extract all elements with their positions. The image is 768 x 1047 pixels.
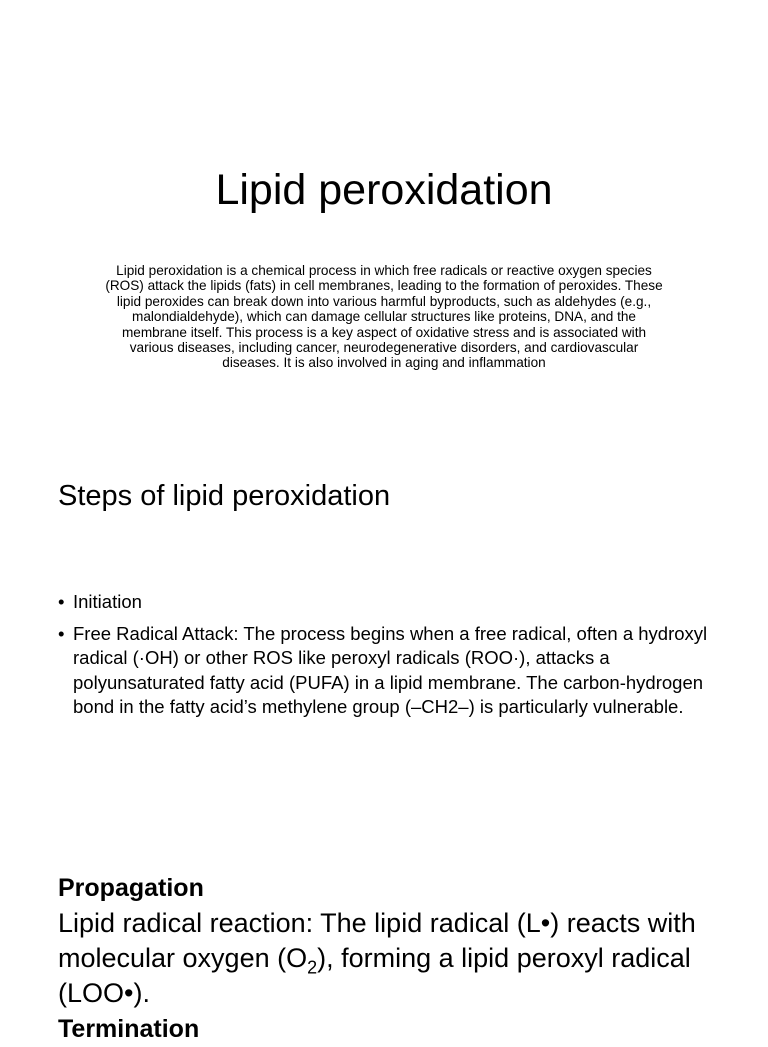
- propagation-section: [58, 870, 738, 1047]
- steps-heading: Steps of lipid peroxidation: [58, 480, 391, 512]
- oxygen-subscript: 2: [307, 957, 318, 978]
- bullet-item-initiation: [58, 590, 718, 615]
- bullet-text: Initiation: [73, 591, 142, 612]
- bullet-icon: •: [58, 622, 65, 644]
- slide-title: Lipid peroxidation: [215, 166, 553, 214]
- propagation-text-part: ), forming a lipid peroxyl radical (LOO•).: [58, 943, 691, 1008]
- bullet-icon: •: [58, 591, 65, 612]
- propagation-text: [58, 906, 738, 1011]
- intro-paragraph: Lipid peroxidation is a chemical process in which free radicals or reactive oxygen species (ROS) attack the lipids (fats) in cell membranes, leading to the formation of peroxides. These lipid peroxides can break down into various harmful byproducts, such as aldehydes (e.g., malondialdehyde), which can damage cellular structures like proteins, DNA, and the membrane itself. This process is a key aspect of oxidative stress and is associated with various diseases, including cancer, neurodegenerative disorders, and cardiovascular diseases. It is also involved in aging and inflammation: [105, 263, 663, 371]
- termination-heading: Termination: [58, 1015, 200, 1043]
- bullet-item-free-radical-attack: [58, 622, 718, 720]
- steps-bullet-list: [58, 590, 718, 727]
- propagation-text-part: Lipid radical reaction: The lipid radical (L•) reacts with molecular oxygen (O: [58, 908, 696, 973]
- bullet-text: Free Radical Attack: The process begins when a free radical, often a hydroxyl radical (·OH) or other ROS like peroxyl radicals (ROO·), attacks a polyunsaturated fatty acid (PUFA) in a lipid membrane. The carbon-hydrogen bond in the fatty acid’s methylene group (–CH2–) is particularly vulnerable.: [73, 622, 708, 717]
- propagation-heading: Propagation: [58, 874, 204, 902]
